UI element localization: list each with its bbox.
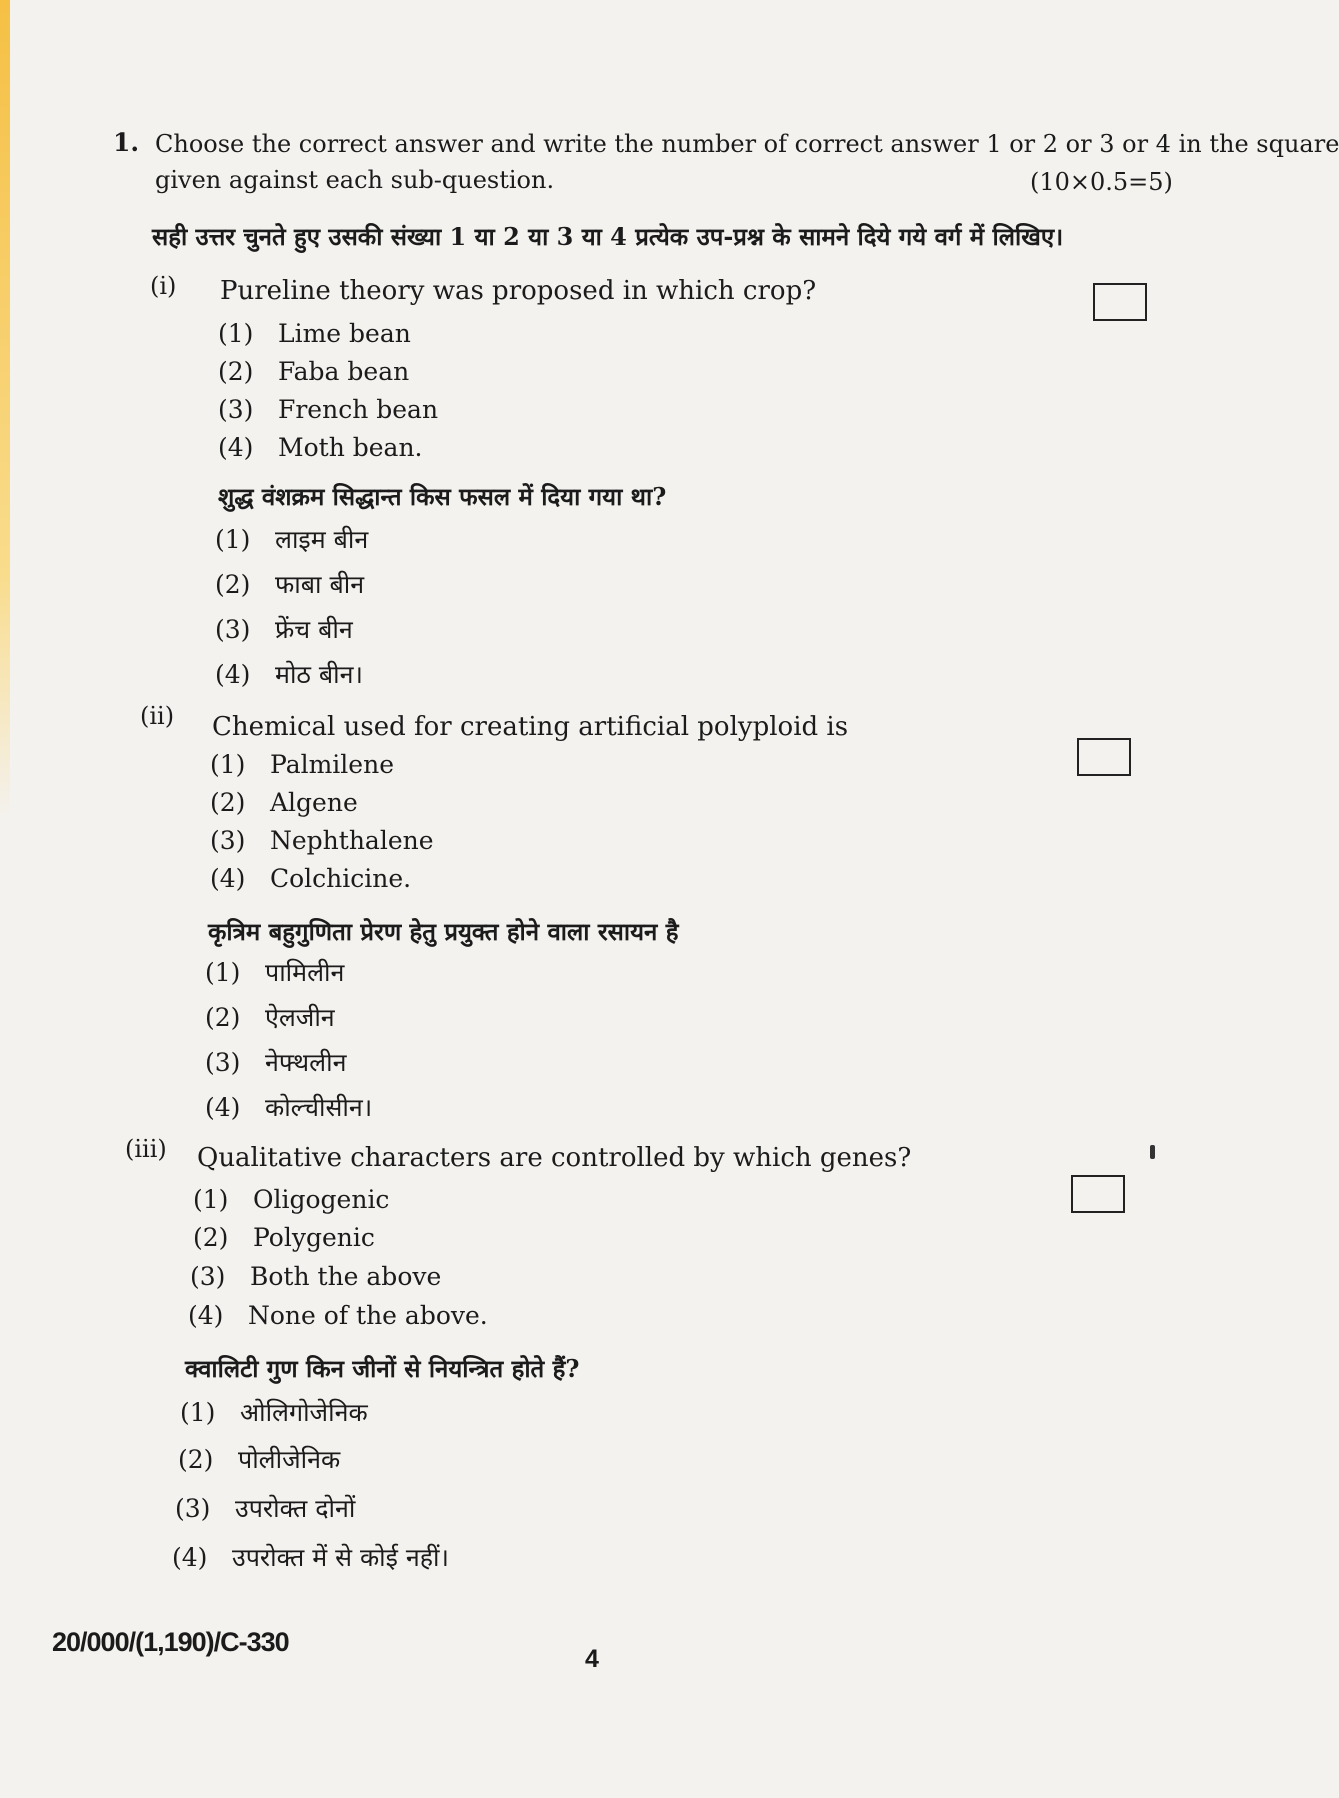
- answer-box[interactable]: [1093, 283, 1147, 321]
- subquestion-numeral: (iii): [125, 1135, 167, 1163]
- option-hindi: (1) ओलिगोजेनिक: [180, 1398, 368, 1427]
- option: (3) Both the above: [190, 1262, 442, 1291]
- paper-code: 20/000/(1,190)/C-330: [52, 1627, 289, 1657]
- stray-ink-mark: [1150, 1145, 1155, 1159]
- subquestion-text: Qualitative characters are controlled by which genes?: [197, 1143, 912, 1173]
- instruction-line-2: given against each sub-question.: [155, 166, 555, 194]
- option: (4) None of the above.: [188, 1301, 488, 1330]
- answer-box[interactable]: [1077, 738, 1131, 776]
- option-hindi: (3) नेफ्थलीन: [205, 1048, 347, 1077]
- option: (3) French bean: [218, 395, 439, 424]
- option-hindi: (3) उपरोक्त दोनों: [175, 1494, 356, 1523]
- option: (1) Lime bean: [218, 319, 411, 348]
- subquestion-numeral: (i): [150, 272, 177, 300]
- instruction-hindi: सही उत्तर चुनते हुए उसकी संख्या 1 या 2 या 3 या 4 प्रत्येक उप-प्रश्न के सामने दिये गये वर्ग में लिखिए।: [152, 222, 1064, 251]
- subquestion-text: Chemical used for creating artificial polyploid is: [212, 712, 849, 742]
- question-number: 1.: [113, 128, 140, 157]
- subquestion-text-hindi: क्वालिटी गुण किन जीनों से नियन्त्रित होते हैं?: [185, 1354, 580, 1383]
- option: (1) Oligogenic: [193, 1185, 390, 1214]
- option: (4) Moth bean.: [218, 433, 423, 462]
- option-hindi: (1) लाइम बीन: [215, 525, 369, 554]
- page-edge-tint: [0, 0, 10, 820]
- option: (2) Algene: [210, 788, 358, 817]
- option-hindi: (2) फाबा बीन: [215, 570, 365, 599]
- option: (2) Faba bean: [218, 357, 410, 386]
- option-hindi: (4) कोल्चीसीन।: [205, 1093, 373, 1122]
- option-hindi: (4) उपरोक्त में से कोई नहीं।: [172, 1543, 449, 1572]
- option-hindi: (3) फ्रेंच बीन: [215, 615, 353, 644]
- option-hindi: (4) मोठ बीन।: [215, 660, 363, 689]
- instruction-line-1: Choose the correct answer and write the number of correct answer 1 or 2 or 3 or 4 in the square: [155, 130, 1339, 158]
- marks-allocation: (10×0.5=5): [1030, 168, 1173, 196]
- option-hindi: (1) पामिलीन: [205, 958, 345, 987]
- option-hindi: (2) ऐलजीन: [205, 1003, 335, 1032]
- option: (4) Colchicine.: [210, 864, 412, 893]
- option-hindi: (2) पोलीजेनिक: [178, 1445, 341, 1474]
- answer-box[interactable]: [1071, 1175, 1125, 1213]
- subquestion-text: Pureline theory was proposed in which crop?: [220, 276, 817, 306]
- option: (2) Polygenic: [193, 1223, 375, 1252]
- subquestion-numeral: (ii): [140, 702, 175, 730]
- subquestion-text-hindi: कृत्रिम बहुगुणिता प्रेरण हेतु प्रयुक्त होने वाला रसायन है: [208, 917, 679, 946]
- page-number: 4: [585, 1645, 599, 1673]
- option: (1) Palmilene: [210, 750, 394, 779]
- subquestion-text-hindi: शुद्ध वंशक्रम सिद्धान्त किस फसल में दिया गया था?: [218, 482, 667, 511]
- option: (3) Nephthalene: [210, 826, 434, 855]
